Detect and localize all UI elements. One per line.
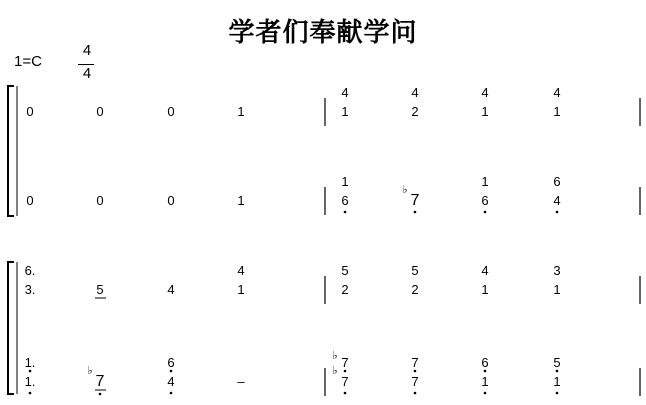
time-signature-top: 4 [82,42,92,59]
note: 1 [553,282,561,297]
note: 0 [96,104,104,119]
octave-dot-below [344,392,347,395]
note: 1 [237,193,245,208]
note-above: 6 [481,355,489,370]
note-above: 1 [481,174,489,189]
octave-dot-below [414,370,417,373]
flat-sign: ♭ [332,365,338,377]
note: 1 [553,374,561,389]
octave-dot-below [414,392,417,395]
flat-sign: ♭ [332,350,338,362]
octave-dot-below [556,392,559,395]
note-above: 7 [341,355,349,370]
score-title: 学者们奉献学问 [228,18,418,48]
note: 2 [411,104,419,119]
note: 3. [24,282,36,297]
note: 1 [481,104,489,119]
note-above: 4 [553,85,561,100]
note: 4 [167,374,175,389]
note: – [237,374,245,389]
note-above: 1 [341,174,349,189]
note-above: 5 [341,263,349,278]
note: 0 [26,193,34,208]
note: 7 [95,373,105,390]
note-above: 3 [553,263,561,278]
octave-dot-below [170,370,173,373]
note: 4 [167,282,175,297]
note: 5 [96,282,104,297]
note-above: 7 [411,355,419,370]
note: 1 [481,282,489,297]
note-above: 5 [411,263,419,278]
note-above: 4 [481,85,489,100]
flat-sign: ♭ [87,365,93,377]
note: 6 [481,193,489,208]
note-above: 4 [411,85,419,100]
note: 4 [553,193,561,208]
note: 0 [167,104,175,119]
note-above: 4 [237,263,245,278]
octave-dot-below [170,392,173,395]
octave-dot-below [29,392,32,395]
note: 0 [26,104,34,119]
note-above: 6 [553,174,561,189]
octave-dot-below [484,392,487,395]
note: 2 [341,282,349,297]
octave-dot-below [99,393,102,396]
note-above: 5 [553,355,561,370]
note: 0 [167,193,175,208]
octave-dot-below [414,211,417,214]
note: 1 [237,282,245,297]
note: 7 [341,374,349,389]
flat-sign: ♭ [402,184,408,196]
time-signature-bottom: 4 [82,65,92,82]
note: 6 [341,193,349,208]
key-signature: 1=C [14,53,42,70]
note: 1 [481,374,489,389]
octave-dot-below [556,211,559,214]
note: 2 [411,282,419,297]
octave-dot-below [484,370,487,373]
octave-dot-below [29,370,32,373]
octave-dot-below [556,370,559,373]
note: 7 [411,374,419,389]
note-above: 1. [24,355,36,370]
note-above: 6. [24,263,36,278]
note-above: 6 [167,355,175,370]
note: 1. [24,374,36,389]
note: 1 [237,104,245,119]
octave-dot-below [344,211,347,214]
octave-dot-below [484,211,487,214]
note-above: 4 [481,263,489,278]
note: 1 [341,104,349,119]
octave-dot-below [344,370,347,373]
note-above: 4 [341,85,349,100]
system-bracket [8,262,14,394]
system-bracket [8,86,14,216]
note: 0 [96,193,104,208]
note: 1 [553,104,561,119]
note: 7 [410,192,420,209]
